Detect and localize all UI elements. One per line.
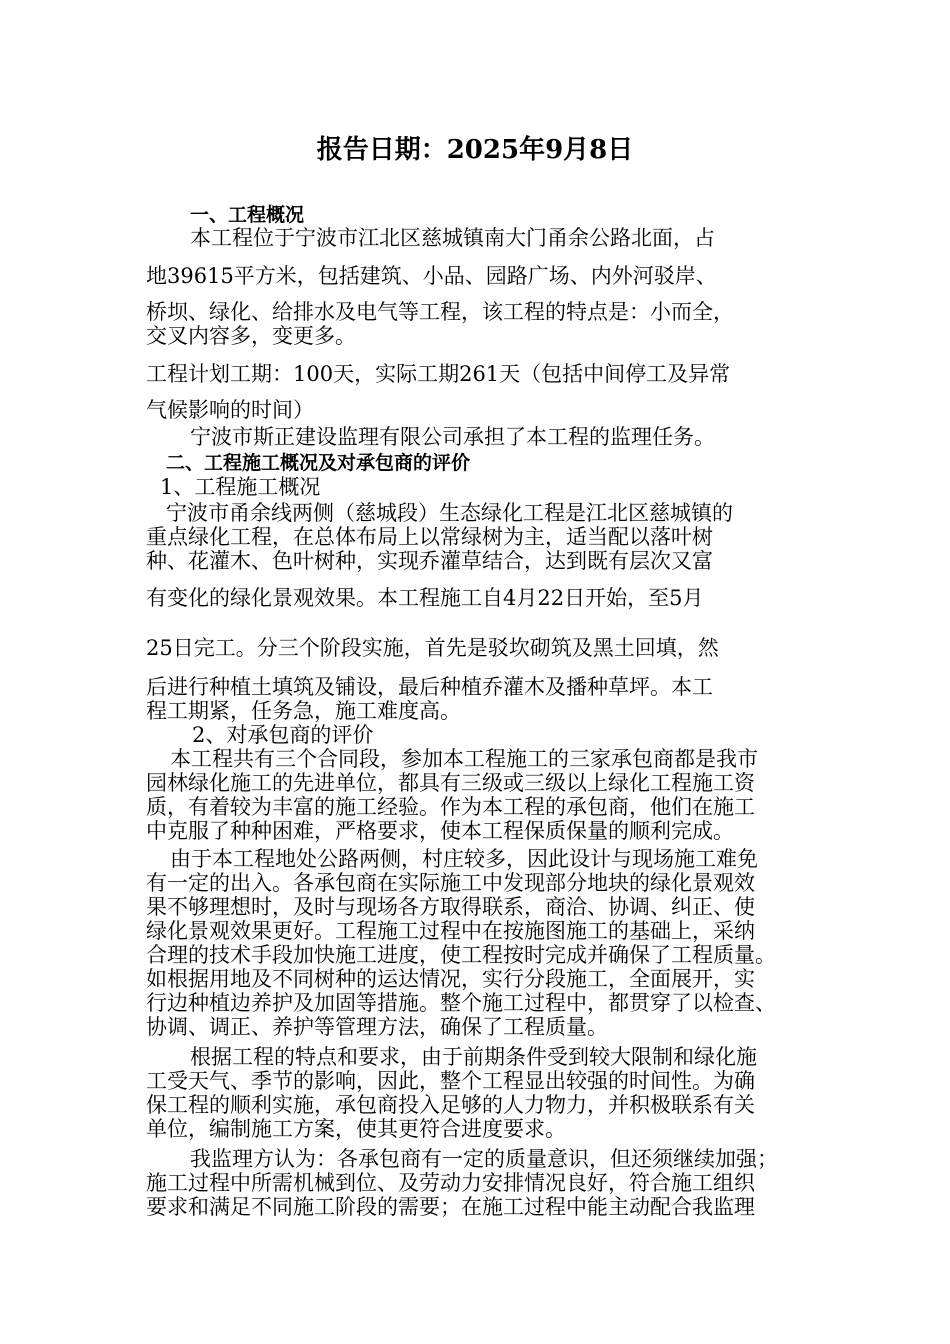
text-line: 交叉内容多，变更多。	[146, 324, 356, 348]
report-date-title: 报告日期：2025年9月8日	[316, 135, 634, 165]
text-line: 宁波市甬余线两侧（慈城段）生态绿化工程是江北区慈城镇的	[166, 501, 733, 525]
text-line: 本工程位于宁波市江北区慈城镇南大门甬余公路北面，占	[190, 226, 715, 250]
text-line: 合理的技术手段加快施工进度，使工程按时完成并确保了工程质量。	[146, 943, 776, 967]
text-line: 中克服了种种困难，严格要求，使本工程保质保量的顺利完成。	[146, 819, 734, 843]
text-line: 我监理方认为：各承包商有一定的质量意识，但还须继续加强；	[190, 1147, 778, 1171]
text-line: 25日完工。分三个阶段实施，首先是驳坎砌筑及黑土回填，然	[146, 636, 719, 660]
text-line: 由于本工程地处公路两侧，村庄较多，因此设计与现场施工难免	[170, 847, 758, 871]
text-line: 协调、调正、养护等管理方法，确保了工程质量。	[146, 1015, 608, 1039]
text-line: 2、对承包商的评价	[192, 723, 374, 747]
text-line: 质，有着较为丰富的施工经验。作为本工程的承包商，他们在施工	[146, 795, 755, 819]
text-line: 绿化景观效果更好。工程施工过程中在按施图施工的基础上，采纳	[146, 919, 755, 943]
text-line: 如根据用地及不同树种的运达情况，实行分段施工，全面展开，实	[146, 967, 755, 991]
text-line: 根据工程的特点和要求，由于前期条件受到较大限制和绿化施	[190, 1045, 757, 1069]
text-line: 地39615平方米，包括建筑、小品、园路广场、内外河驳岸、	[146, 264, 717, 288]
text-line: 气候影响的时间）	[146, 398, 314, 422]
text-line: 有一定的出入。各承包商在实际施工中发现部分地块的绿化景观效	[146, 871, 755, 895]
text-line: 桥坝、绿化、给排水及电气等工程，该工程的特点是：小而全，	[146, 300, 734, 324]
text-line: 保工程的顺利实施，承包商投入足够的人力物力，并积极联系有关	[146, 1093, 755, 1117]
text-line: 种、花灌木、色叶树种，实现乔灌草结合，达到既有层次又富	[146, 549, 713, 573]
text-line: 重点绿化工程，在总体布局上以常绿树为主，适当配以落叶树	[146, 525, 713, 549]
text-line: 有变化的绿化景观效果。本工程施工自4月22日开始，至5月	[146, 586, 704, 610]
text-line: 施工过程中所需机械到位、及劳动力安排情况良好，符合施工组织	[146, 1171, 755, 1195]
text-line: 后进行种植土填筑及铺设，最后种植乔灌木及播种草坪。本工	[146, 675, 713, 699]
text-line: 宁波市斯正建设监理有限公司承担了本工程的监理任务。	[190, 425, 715, 449]
text-line: 程工期紧，任务急，施工难度高。	[146, 699, 461, 723]
text-line: 单位，编制施工方案，使其更符合进度要求。	[146, 1117, 566, 1141]
text-line: 工程计划工期：100天，实际工期261天（包括中间停工及异常	[146, 362, 731, 386]
text-line: 工受天气、季节的影响，因此，整个工程显出较强的时间性。为确	[146, 1069, 755, 1093]
text-line: 园林绿化施工的先进单位，都具有三级或三级以上绿化工程施工资	[146, 771, 755, 795]
section-heading: 一、工程概况	[190, 204, 305, 226]
text-line: 1、工程施工概况	[160, 475, 321, 499]
text-line: 本工程共有三个合同段，参加本工程施工的三家承包商都是我市	[170, 747, 758, 771]
section-heading: 二、工程施工概况及对承包商的评价	[166, 452, 471, 474]
text-line: 果不够理想时，及时与现场各方取得联系，商洽、协调、纠正、使	[146, 895, 755, 919]
text-line: 要求和满足不同施工阶段的需要；在施工过程中能主动配合我监理	[146, 1195, 755, 1219]
text-line: 行边种植边养护及加固等措施。整个施工过程中，都贯穿了以检查、	[146, 991, 776, 1015]
